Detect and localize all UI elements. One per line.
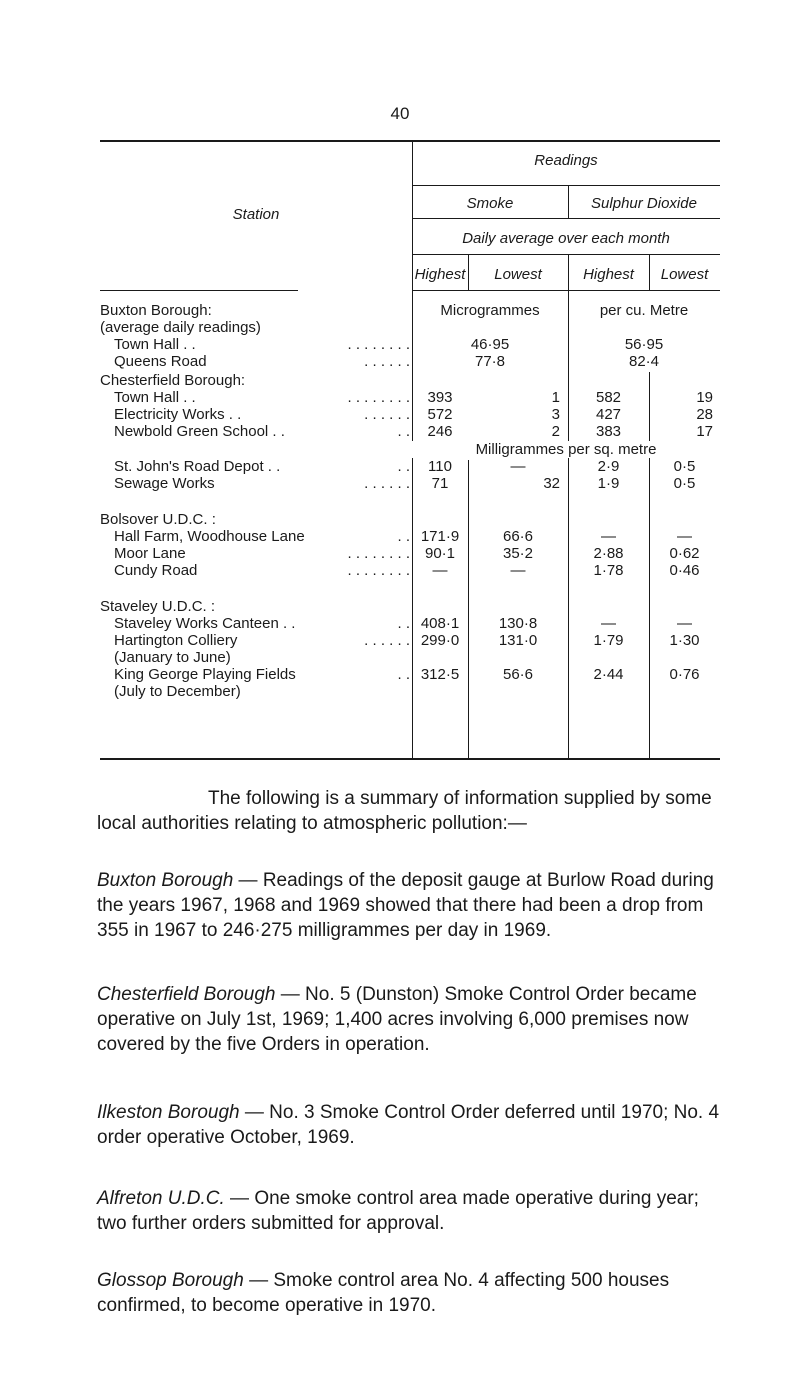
smoke-unit: Microgrammes (440, 302, 540, 319)
alfreton-paragraph (97, 1186, 733, 1236)
station-name: Town Hall . . (114, 336, 196, 353)
station-name: Hartington Colliery (114, 632, 238, 649)
paragraph-text: — One smoke control area made operative during year; two further orders submitted for approval. (97, 1188, 699, 1234)
paragraph-text: — No. 3 Smoke Control Order deferred until 1970; No. 4 order operative October, 1969. (97, 1102, 720, 1148)
station-subnote: (July to December) (114, 683, 241, 700)
row-leader: . . (397, 458, 410, 475)
so2-highest: 1·78 (593, 562, 624, 579)
smoke-highest: 110 (428, 458, 452, 475)
readings-header: Readings (534, 152, 598, 169)
so2-highest: 582 (595, 389, 622, 406)
so2-average: 56·95 (624, 336, 664, 353)
station-name: Cundy Road (114, 562, 198, 579)
smoke-lowest: 1 (551, 389, 560, 406)
row-leader: . . . . . . (364, 475, 410, 492)
station-name: Newbold Green School . . (114, 423, 285, 440)
so2-lowest: 0·46 (669, 562, 700, 579)
so2-lowest-header: Lowest (660, 266, 709, 283)
so2-highest: 383 (595, 423, 622, 440)
so2-column-rule (568, 255, 569, 760)
smoke-highest-header: Highest (414, 266, 466, 283)
row-leader: . . . . . . (364, 632, 410, 649)
header-rule-station (100, 290, 298, 291)
smoke-average: 46·95 (470, 336, 510, 353)
so2-lowest: 19 (696, 389, 713, 406)
header-rule-readings (412, 185, 720, 186)
so2-lowest: 1·30 (669, 632, 700, 649)
station-name: Town Hall . . (114, 389, 196, 406)
smoke-lowest: — (510, 562, 526, 579)
paragraph-text: — No. 5 (Dunston) Smoke Control Order became operative on July 1st, 1969; 1,400 acres involving 6,000 premises now covered by the five Orders in operation. (97, 984, 697, 1055)
so2-average: 82·4 (628, 353, 660, 370)
so2-highest: 2·88 (593, 545, 624, 562)
smoke-lowest: 32 (543, 475, 560, 492)
so2-unit: per cu. Metre (599, 302, 689, 319)
so2-highest: 427 (595, 406, 622, 423)
chesterfield-paragraph (97, 982, 733, 1057)
group-chesterfield: Chesterfield Borough: (100, 372, 246, 389)
smoke-lowest-header: Lowest (494, 266, 542, 283)
pollution-readings-table (100, 140, 720, 760)
station-name: King George Playing Fields (114, 666, 296, 683)
row-leader: . . . . . . . . (347, 389, 410, 406)
row-leader: . . . . . . . . (347, 562, 410, 579)
paragraph-text: — Smoke control area No. 4 affecting 500 houses confirmed, to become operative in 1970. (97, 1270, 670, 1316)
row-leader: . . (397, 666, 410, 683)
smoke-highest: 572 (427, 406, 453, 423)
page-number: 40 (390, 104, 410, 123)
smoke-highest: 312·5 (420, 666, 460, 683)
smoke-highest: 171·9 (420, 528, 460, 545)
row-leader: . . (397, 615, 410, 632)
paragraph-heading: Chesterfield Borough (97, 984, 276, 1005)
station-name: Staveley Works Canteen . . (114, 615, 296, 632)
intro-paragraph: The following is a summary of information supplied by some local authorities relating to atmospheric pollution:— (97, 788, 712, 834)
group-buxton: Buxton Borough: (100, 302, 212, 319)
paragraph-heading: Buxton Borough (97, 870, 234, 891)
so2-highest: 1·9 (597, 475, 620, 492)
row-leader: . . . . . . (364, 406, 410, 423)
so2-highest: — (601, 615, 616, 632)
smoke-lowest: 66·6 (502, 528, 534, 545)
header-rule-values (412, 290, 720, 291)
so2-lowest: 28 (696, 406, 713, 423)
so2-highest: 2·44 (593, 666, 624, 683)
smoke-highest: — (432, 562, 448, 579)
station-name: Queens Road (114, 353, 207, 370)
header-rule-pollutants (412, 218, 720, 219)
row-leader: . . (397, 528, 410, 545)
smoke-lowest: — (510, 458, 526, 475)
glossop-paragraph (97, 1268, 733, 1318)
paragraph-text: — Readings of the deposit gauge at Burlow Road during the years 1967, 1968 and 1969 showed that there had been a drop from 355 in 1967 to 246·275 milligrammes per day in 1969. (97, 870, 714, 941)
smoke-highest: 246 (427, 423, 453, 440)
station-name: Sewage Works (114, 475, 215, 492)
smoke-highest: 408·1 (420, 615, 460, 632)
row-leader: . . . . . . . . (347, 336, 410, 353)
table-top-rule (100, 140, 720, 142)
milligrammes-unit: Milligrammes per sq. metre (412, 441, 720, 458)
so2-highest: 1·79 (593, 632, 624, 649)
station-name: Hall Farm, Woodhouse Lane (114, 528, 305, 545)
group-buxton-note: (average daily readings) (100, 319, 261, 336)
smoke-lowest: 3 (551, 406, 560, 423)
daily-average-header: Daily average over each month (462, 230, 670, 247)
buxton-paragraph (97, 868, 733, 943)
sulphur-dioxide-header: Sulphur Dioxide (591, 195, 697, 212)
smoke-highest: 90·1 (424, 545, 456, 562)
paragraph-heading: Alfreton U.D.C. (97, 1188, 225, 1209)
header-rule-daily (412, 254, 720, 255)
so2-lowest: 17 (696, 423, 713, 440)
smoke-highest: 299·0 (420, 632, 460, 649)
smoke-average: 77·8 (474, 353, 506, 370)
group-bolsover: Bolsover U.D.C. : (100, 511, 216, 528)
so2-lowest: — (677, 615, 692, 632)
smoke-highest: 393 (427, 389, 453, 406)
table-bottom-rule (100, 758, 720, 760)
smoke-lowest: 2 (551, 423, 560, 440)
so2-highest-header: Highest (583, 266, 634, 283)
station-name: St. John's Road Depot . . (114, 458, 281, 475)
so2-lowest: — (677, 528, 692, 545)
station-subnote: (January to June) (114, 649, 231, 666)
so2-highest: 2·9 (597, 458, 620, 475)
smoke-lowest: 130·8 (498, 615, 538, 632)
group-staveley: Staveley U.D.C. : (100, 598, 216, 615)
so2-lowest: 0·76 (669, 666, 700, 683)
row-leader: . . (397, 423, 410, 440)
paragraph-heading: Glossop Borough (97, 1270, 244, 1291)
row-leader: . . . . . . (364, 353, 410, 370)
so2-lowest: 0·5 (673, 458, 696, 475)
paragraph-heading: Ilkeston Borough (97, 1102, 240, 1123)
ilkeston-paragraph (97, 1100, 733, 1150)
smoke-highest: 71 (431, 475, 449, 492)
smoke-header: Smoke (466, 195, 514, 212)
so2-lowest: 0·5 (673, 475, 696, 492)
so2-highest: — (601, 528, 616, 545)
smoke-lowest: 35·2 (502, 545, 534, 562)
row-leader: . . . . . . . . (347, 545, 410, 562)
smoke-lowest-rule (468, 460, 469, 758)
smoke-lowest: 131·0 (498, 632, 538, 649)
station-name: Electricity Works . . (114, 406, 242, 423)
so2-lowest: 0·62 (669, 545, 700, 562)
station-header: Station (232, 206, 280, 223)
station-name: Moor Lane (114, 545, 186, 562)
smoke-lowest: 56·6 (502, 666, 534, 683)
